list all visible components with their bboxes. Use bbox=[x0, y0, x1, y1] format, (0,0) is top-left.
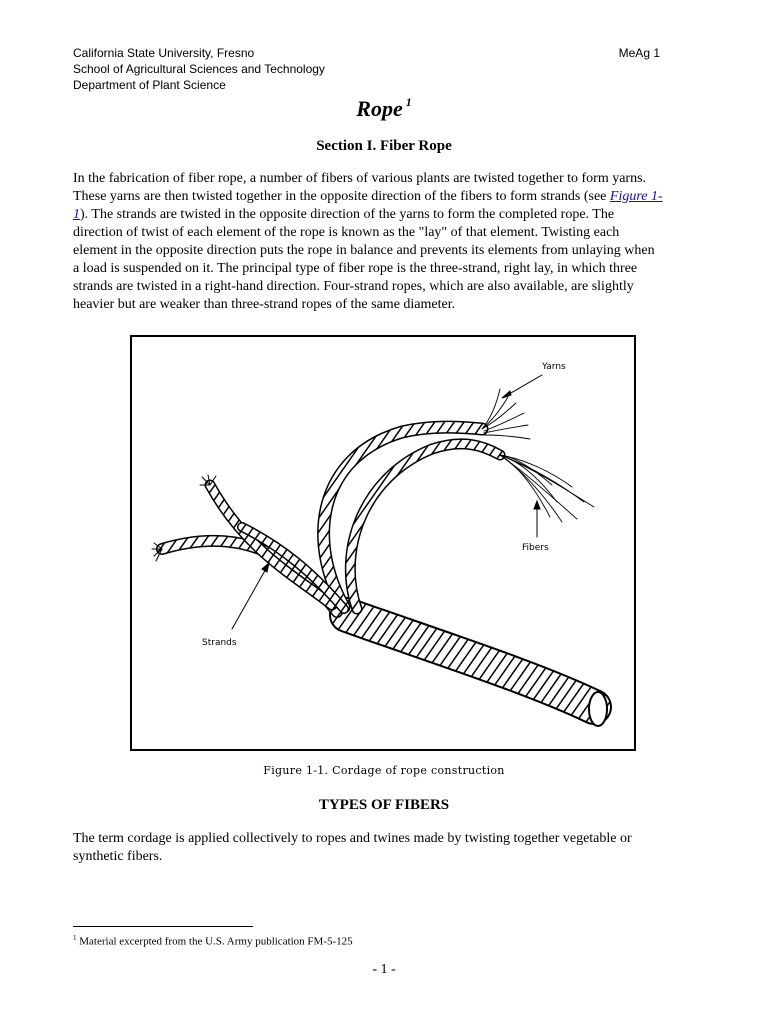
header-department: Department of Plant Science bbox=[73, 78, 226, 92]
section-heading: Section I. Fiber Rope bbox=[316, 138, 452, 154]
rope-end bbox=[589, 692, 607, 726]
yarns-label: Yarns bbox=[542, 362, 566, 372]
page-title bbox=[0, 96, 768, 122]
rope-body-twist bbox=[347, 615, 594, 707]
document-header bbox=[73, 45, 325, 93]
title-text: Rope bbox=[356, 96, 403, 121]
footnote bbox=[73, 934, 353, 948]
figure-caption: Figure 1-1. Cordage of rope construction bbox=[263, 764, 505, 777]
types-heading: TYPES OF FIBERS bbox=[318, 797, 450, 813]
header-university: California State University, Fresno bbox=[73, 46, 255, 60]
strands-label: Strands bbox=[202, 638, 237, 648]
rope-figure bbox=[130, 335, 636, 751]
intro-paragraph bbox=[73, 170, 663, 314]
header-school: School of Agricultural Sciences and Technology bbox=[73, 62, 325, 76]
fibers-label: Fibers bbox=[522, 543, 549, 553]
second-strand-twist bbox=[350, 444, 500, 609]
second-strand-outline bbox=[350, 444, 500, 609]
intro-text-after: ). The strands are twisted in the opposite direction of the yarns to form the completed rope. The direction of twist of each element of the rope is known as the "lay" of that element. Twisting each element in the opposite direction puts the rope in balance and prevents its elements from unlaying when a load is suspended on it. The principal type of fiber rope is the three-strand, right lay, in which three strands are twisted in a right-hand direction. Four-strand ropes, which are also available, are slightly heavier but are weaker than three-strand ropes of the same diameter. bbox=[73, 207, 655, 312]
footnote-divider bbox=[73, 926, 253, 927]
rope-illustration bbox=[132, 337, 634, 749]
footnote-mark: 1 bbox=[73, 934, 77, 942]
title-footnote-link[interactable]: 1 bbox=[405, 94, 412, 109]
header-code: MeAg 1 bbox=[618, 46, 660, 60]
figure-1-1-link[interactable]: Figure 1-1 bbox=[73, 189, 663, 222]
cordage-paragraph: The term cordage is applied collectively to ropes and twines made by twisting together vegetable or synthetic fibers. bbox=[73, 831, 632, 864]
intro-text-before: In the fabrication of fiber rope, a number of fibers of various plants are twisted together to form yarns. These yarns are then twisted together in the opposite direction of the fibers to form strands (see bbox=[73, 171, 647, 204]
page-number: - 1 - bbox=[372, 962, 396, 977]
footnote-text: Material excerpted from the U.S. Army publication FM-5-125 bbox=[79, 935, 353, 948]
label-pointers bbox=[232, 375, 542, 629]
